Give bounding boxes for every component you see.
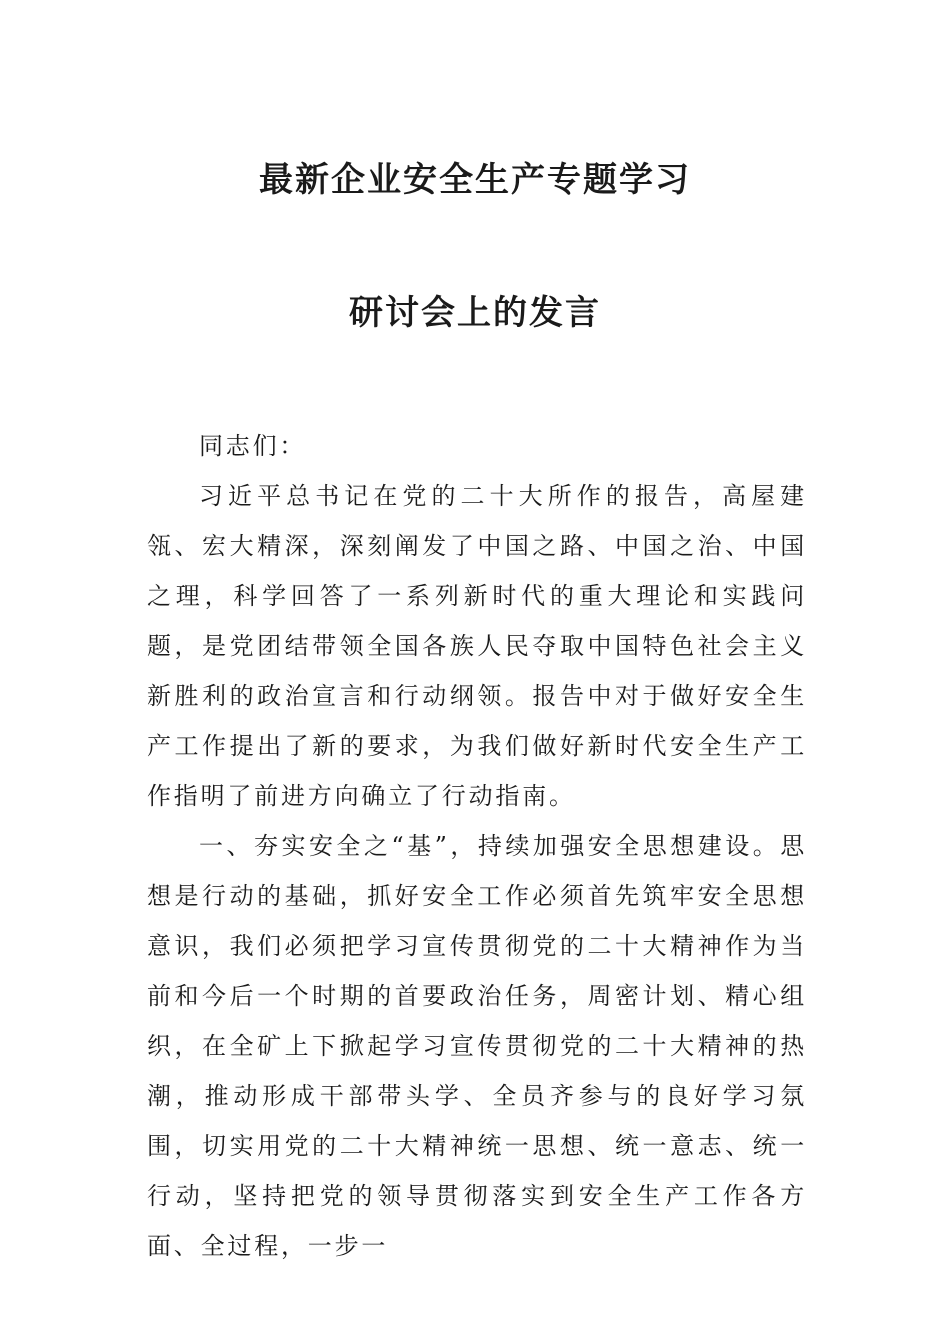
- document-title-line-2: 研讨会上的发言: [349, 293, 601, 333]
- document-body: [147, 421, 807, 1271]
- body-paragraph: 一、夯实安全之“基”，持续加强安全思想建设。思想是行动的基础，抓好安全工作必须首先筑牢安全思想意识，我们必须把学习宣传贯彻党的二十大精神作为当前和今后一个时期的首要政治任务，周密计划、精心组织，在全矿上下掀起学习宣传贯彻党的二十大精神的热潮，推动形成干部带头学、全员齐参与的良好学习氛围，切实用党的二十大精神统一思想、统一意志、统一行动，坚持把党的领导贯彻落实到安全生产工作各方面、全过程，一步一: [147, 832, 807, 1260]
- body-paragraph: 习近平总书记在党的二十大所作的报告，高屋建瓴、宏大精深，深刻阐发了中国之路、中国之治、中国之理，科学回答了一系列新时代的重大理论和实践问题，是党团结带领全国各族人民夺取中国特色社会主义新胜利的政治宣言和行动纲领。报告中对于做好安全生产工作提出了新的要求，为我们做好新时代安全生产工作指明了前进方向确立了行动指南。: [147, 482, 807, 810]
- document-title-line-1: 最新企业安全生产专题学习: [259, 160, 691, 200]
- salutation: 同志们：: [199, 432, 307, 460]
